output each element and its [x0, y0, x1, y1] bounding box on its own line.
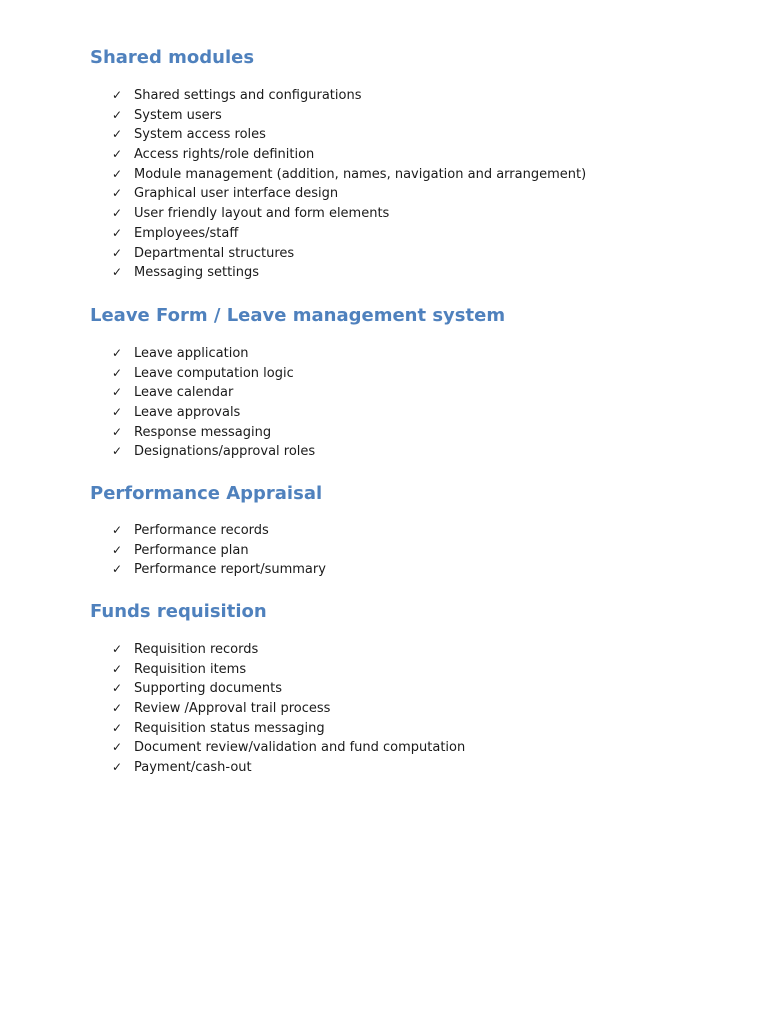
list-item-label: User friendly layout and form elements: [134, 206, 390, 222]
list-item-label: Graphical user interface design: [134, 186, 339, 202]
checkmark-icon: ✓: [112, 107, 123, 122]
checkmark-icon: ✓: [112, 265, 123, 280]
list-item: [90, 758, 730, 778]
checkmark-icon: ✓: [112, 385, 123, 400]
list-item: [90, 86, 730, 106]
list-item: [90, 699, 730, 719]
list-item: [90, 204, 730, 224]
list-item-label: Document review/validation and fund computation: [134, 740, 466, 756]
list-item-label: Leave computation logic: [134, 365, 294, 381]
checklist: [90, 640, 730, 778]
list-item-label: Departmental structures: [134, 245, 295, 261]
checkmark-icon: ✓: [112, 424, 123, 439]
checkmark-icon: ✓: [112, 523, 123, 537]
list-item-label: Designations/approval roles: [134, 444, 316, 460]
list-item-label: Requisition items: [134, 661, 247, 677]
list-item: [90, 364, 730, 384]
list-item: [90, 560, 730, 580]
checkmark-icon: ✓: [112, 88, 123, 102]
list-item-label: Review /Approval trail process: [134, 701, 331, 717]
list-item: [90, 383, 730, 403]
list-item: [90, 738, 730, 758]
checkmark-icon: ✓: [112, 542, 123, 557]
list-item: [90, 244, 730, 264]
checkmark-icon: ✓: [112, 661, 123, 676]
list-item-label: Performance plan: [134, 542, 249, 558]
list-item-label: Performance records: [134, 523, 269, 538]
list-item-label: Module management (addition, names, navigation and arrangement): [134, 166, 587, 182]
list-item: [90, 165, 730, 185]
checkmark-icon: ✓: [112, 720, 123, 735]
section-funds-requisition: [90, 601, 730, 778]
list-item-label: Requisition records: [134, 642, 259, 657]
list-item-label: Requisition status messaging: [134, 720, 325, 736]
checkmark-icon: ✓: [112, 681, 123, 696]
checklist: [90, 344, 730, 462]
section-heading: Shared modules: [90, 47, 255, 68]
checkmark-icon: ✓: [112, 225, 123, 240]
list-item-label: Leave calendar: [134, 385, 234, 401]
list-item-label: System users: [134, 107, 222, 123]
list-item: [90, 423, 730, 443]
checkmark-icon: ✓: [112, 127, 123, 142]
checkmark-icon: ✓: [112, 346, 123, 360]
checkmark-icon: ✓: [112, 740, 123, 755]
section-shared-modules: [90, 47, 730, 283]
list-item-label: Response messaging: [134, 424, 272, 440]
list-item: [90, 106, 730, 126]
list-item: [90, 263, 730, 283]
section-performance-appraisal: [90, 483, 730, 580]
checkmark-icon: ✓: [112, 562, 123, 577]
checklist: [90, 521, 730, 580]
list-item: [90, 679, 730, 699]
list-item-label: Leave application: [134, 346, 249, 361]
list-item: [90, 344, 730, 364]
checkmark-icon: ✓: [112, 701, 123, 716]
list-item-label: Payment/cash-out: [134, 760, 252, 776]
checkmark-icon: ✓: [112, 365, 123, 380]
checkmark-icon: ✓: [112, 245, 123, 260]
list-item-label: Performance report/summary: [134, 562, 326, 578]
checkmark-icon: ✓: [112, 444, 123, 459]
list-item: [90, 442, 730, 462]
list-item: [90, 403, 730, 423]
list-item: [90, 640, 730, 660]
list-item: [90, 224, 730, 244]
list-item: [90, 719, 730, 739]
checkmark-icon: ✓: [112, 186, 123, 201]
section-heading: Funds requisition: [90, 601, 267, 622]
list-item: [90, 145, 730, 165]
checkmark-icon: ✓: [112, 166, 123, 181]
list-item: [90, 184, 730, 204]
section-leave-management: [90, 305, 730, 462]
list-item-label: Supporting documents: [134, 681, 282, 697]
section-heading: Leave Form / Leave management system: [90, 305, 506, 326]
checkmark-icon: ✓: [112, 147, 123, 162]
section-heading: Performance Appraisal: [90, 483, 323, 504]
list-item-label: System access roles: [134, 127, 266, 143]
list-item-label: Leave approvals: [134, 405, 241, 421]
checkmark-icon: ✓: [112, 206, 123, 221]
checkmark-icon: ✓: [112, 405, 123, 420]
list-item-label: Access rights/role definition: [134, 147, 315, 163]
checkmark-icon: ✓: [112, 760, 123, 775]
list-item-label: Employees/staff: [134, 225, 239, 241]
list-item: [90, 125, 730, 145]
list-item-label: Shared settings and configurations: [134, 88, 362, 103]
checklist: [90, 86, 730, 283]
list-item: [90, 521, 730, 541]
list-item: [90, 541, 730, 561]
list-item: [90, 660, 730, 680]
checkmark-icon: ✓: [112, 642, 123, 656]
list-item-label: Messaging settings: [134, 265, 260, 281]
